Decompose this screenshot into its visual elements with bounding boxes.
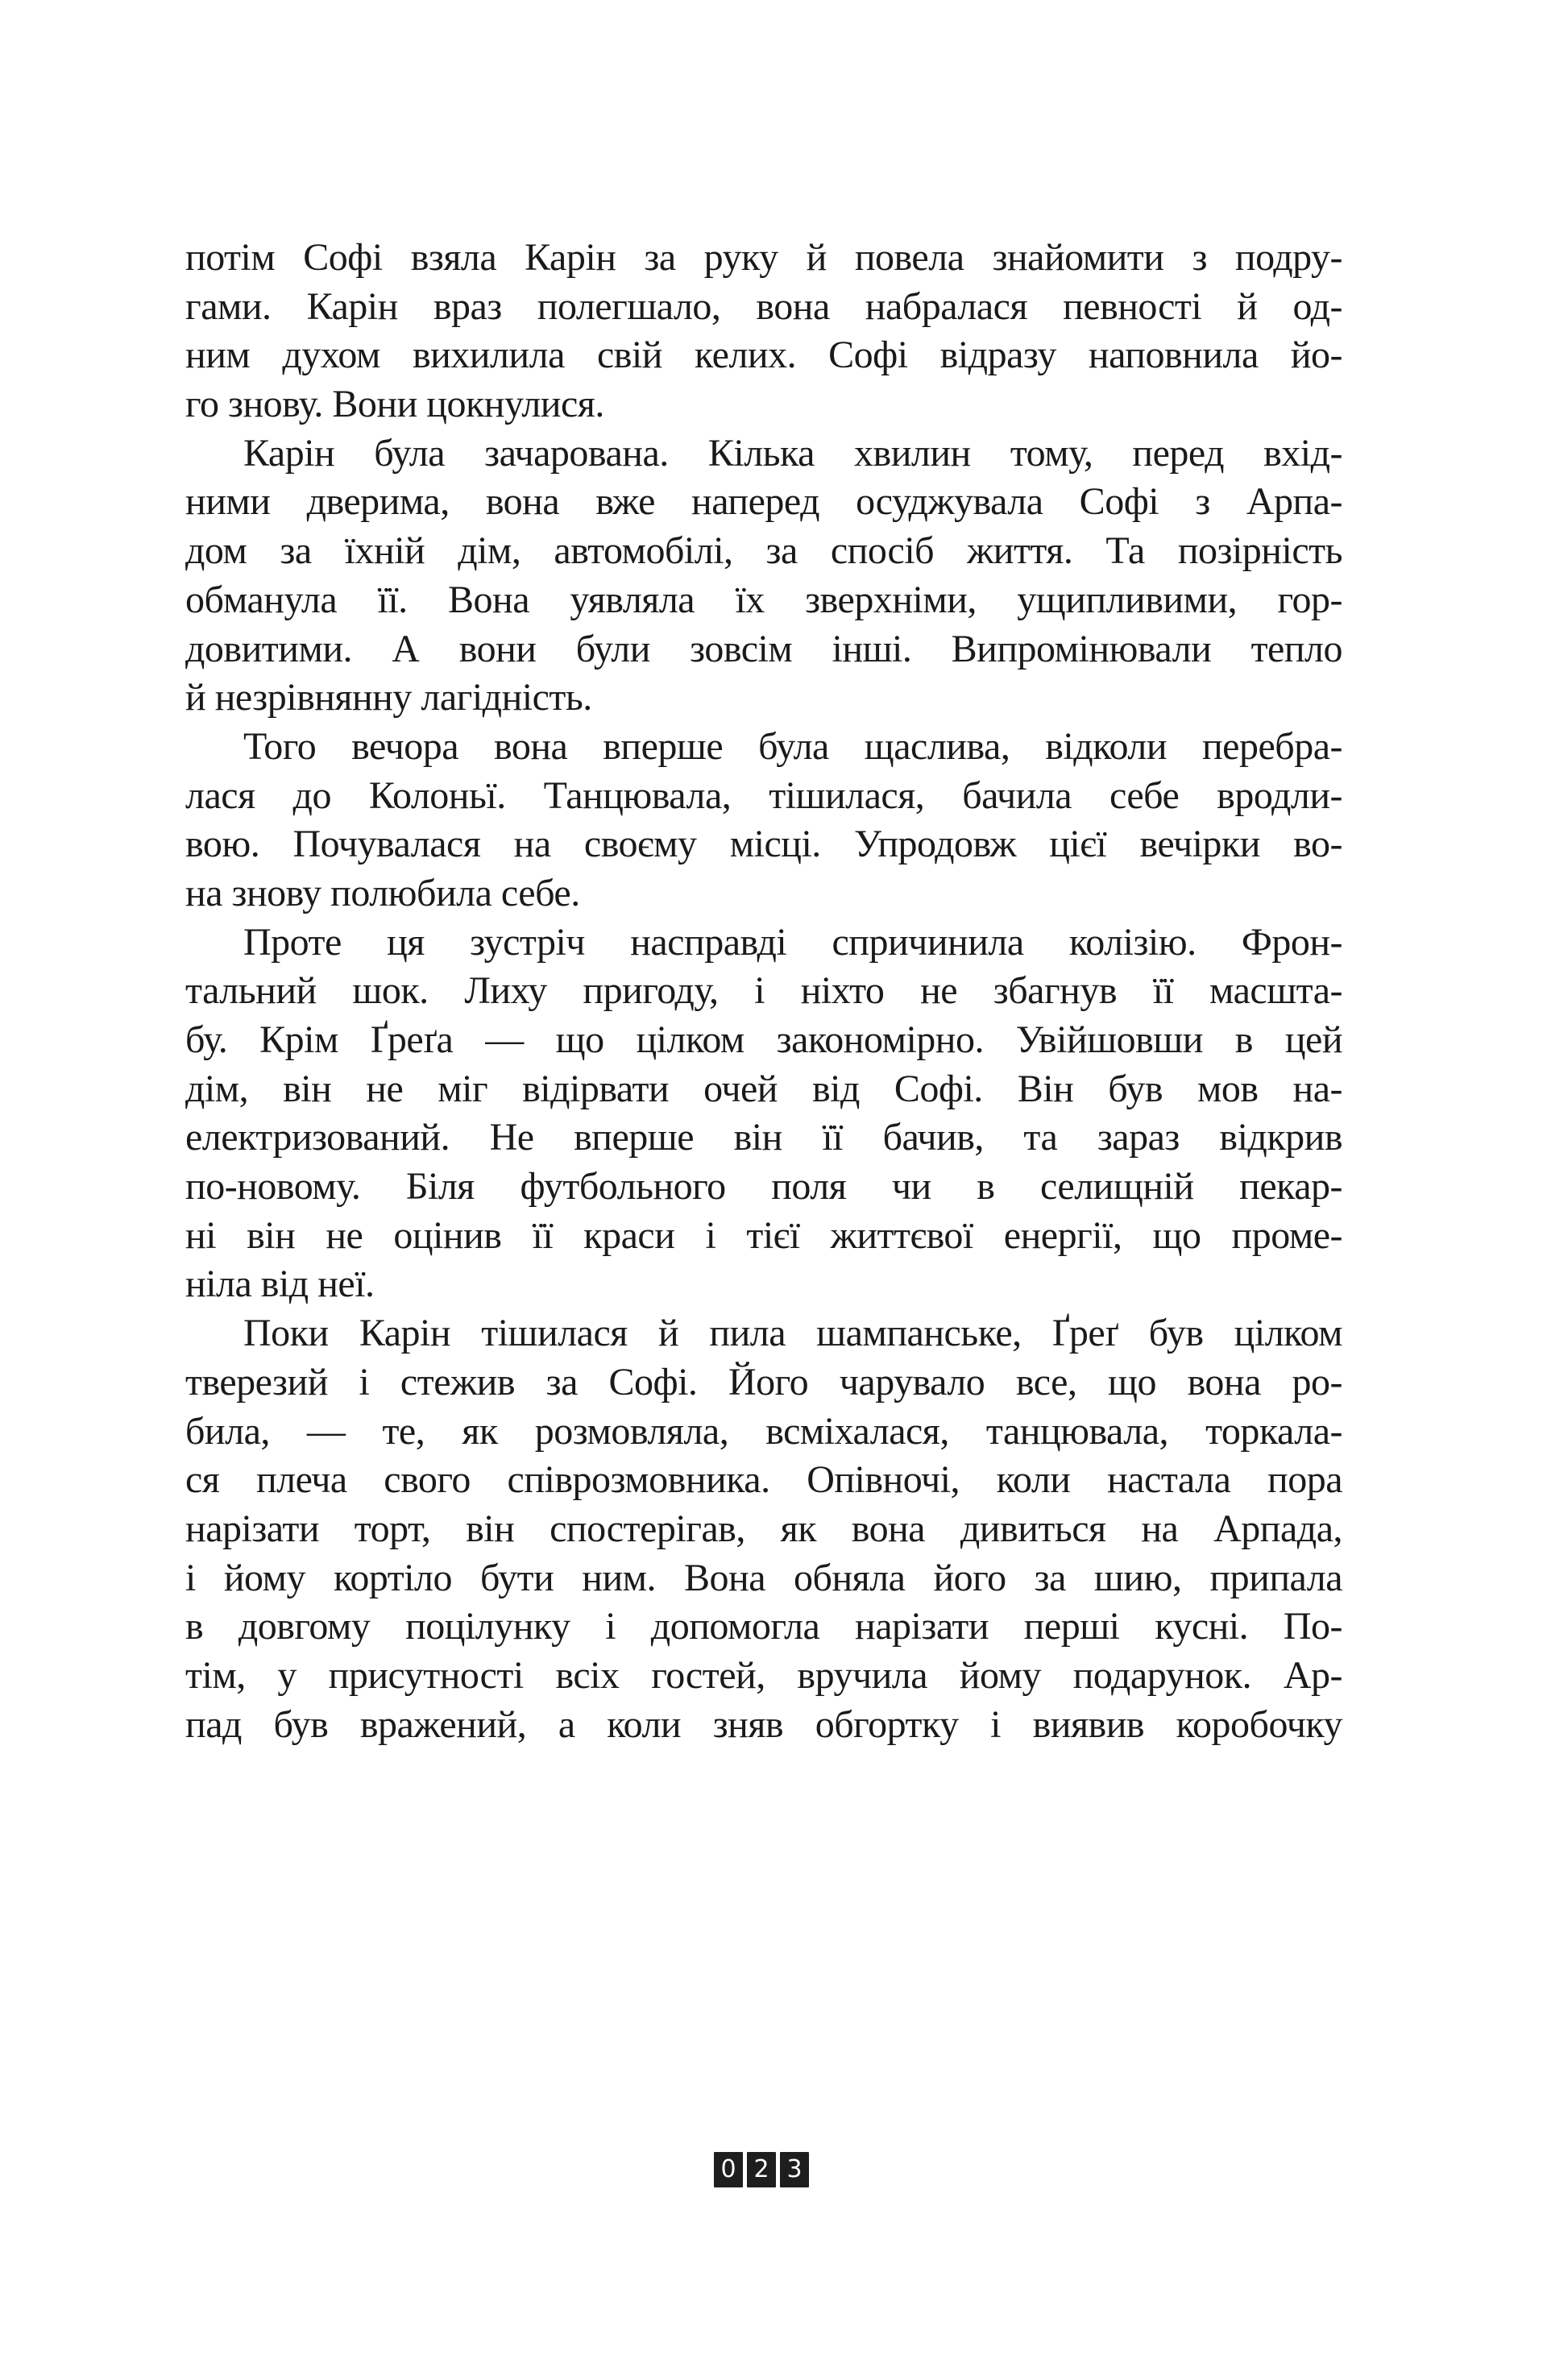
page-digit: 2 xyxy=(747,2152,776,2187)
text-line: бу. Крім Ґреґа — що цілком закономірно. Увійшовши в цей xyxy=(185,1018,1342,1061)
body-text xyxy=(185,234,1342,1749)
text-line: обманула її. Вона уявляла їх зверхніми, ущипливими, гор- xyxy=(185,578,1342,621)
text-line: електризований. Не вперше він її бачив, та зараз відкрив xyxy=(185,1116,1342,1159)
page-digit: 0 xyxy=(714,2152,743,2187)
text-line: по-новому. Біля футбольного поля чи в селищній пекар- xyxy=(185,1165,1342,1209)
text-line: дом за їхній дім, автомобілі, за спосіб життя. Та позірність xyxy=(185,529,1342,573)
text-line: в довгому поцілунку і допомогла нарізати перші кусні. По- xyxy=(185,1605,1342,1648)
text-line: ніла від неї. xyxy=(185,1263,375,1306)
text-line: довитими. А вони були зовсім інші. Випромінювали тепло xyxy=(185,627,1342,670)
paragraph xyxy=(185,234,1342,429)
text-line: тверезий і стежив за Софі. Його чарувало все, що вона ро- xyxy=(185,1360,1342,1404)
text-line: дім, він не міг відірвати очей від Софі. Він був мов на- xyxy=(185,1067,1342,1110)
text-line: вою. Почувалася на своєму місці. Упродовж цієї вечірки во- xyxy=(185,823,1342,866)
page-digit: 3 xyxy=(780,2152,809,2187)
paragraph xyxy=(185,918,1342,1310)
text-line: ся плеча свого співрозмовника. Опівночі, коли настала пора xyxy=(185,1458,1342,1502)
text-line: потім Софі взяла Карін за руку й повела знайомити з подру- xyxy=(185,236,1342,279)
text-line: лася до Колоньї. Танцювала, тішилася, бачила себе вродли- xyxy=(185,773,1342,817)
text-line: і йому кортіло бути ним. Вона обняла його за шию, припала xyxy=(185,1556,1342,1599)
text-line: била, — те, як розмовляла, всміхалася, танцювала, торкала- xyxy=(185,1409,1342,1453)
paragraph xyxy=(185,723,1342,918)
text-line: на знову полюбила себе. xyxy=(185,871,580,914)
page-number xyxy=(714,2152,809,2187)
text-line: Поки Карін тішилася й пила шампанське, Ґреґ був цілком xyxy=(243,1312,1342,1355)
text-line: нарізати торт, він спостерігав, як вона дивиться на Арпада, xyxy=(185,1507,1342,1550)
text-line: Карін була зачарована. Кілька хвилин тому, перед вхід- xyxy=(243,431,1342,475)
text-line: Проте ця зустріч насправді спричинила колізію. Фрон- xyxy=(243,920,1342,964)
paragraph xyxy=(185,429,1342,723)
text-line: пад був вражений, а коли зняв обгортку і виявив коробочку xyxy=(185,1702,1342,1746)
text-line: тім, у присутності всіх гостей, вручила йому подарунок. Ар- xyxy=(185,1653,1342,1697)
text-line: го знову. Вони цокнулися. xyxy=(185,383,604,426)
text-line: тальний шок. Лиху пригоду, і ніхто не збагнув її масшта- xyxy=(185,969,1342,1013)
paragraph xyxy=(185,1309,1342,1749)
text-line: ні він не оцінив її краси і тієї життєвої енергії, що проме- xyxy=(185,1213,1342,1257)
text-line: ним духом вихилила свій келих. Софі відразу наповнила йо- xyxy=(185,334,1342,377)
text-line: гами. Карін враз полегшало, вона набралася певності й од- xyxy=(185,284,1342,328)
text-line: ними дверима, вона вже наперед осуджувала Софі з Арпа- xyxy=(185,480,1342,524)
text-line: й незрівнянну лагідність. xyxy=(185,676,592,719)
text-line: Того вечора вона вперше була щаслива, відколи перебра- xyxy=(243,724,1342,768)
